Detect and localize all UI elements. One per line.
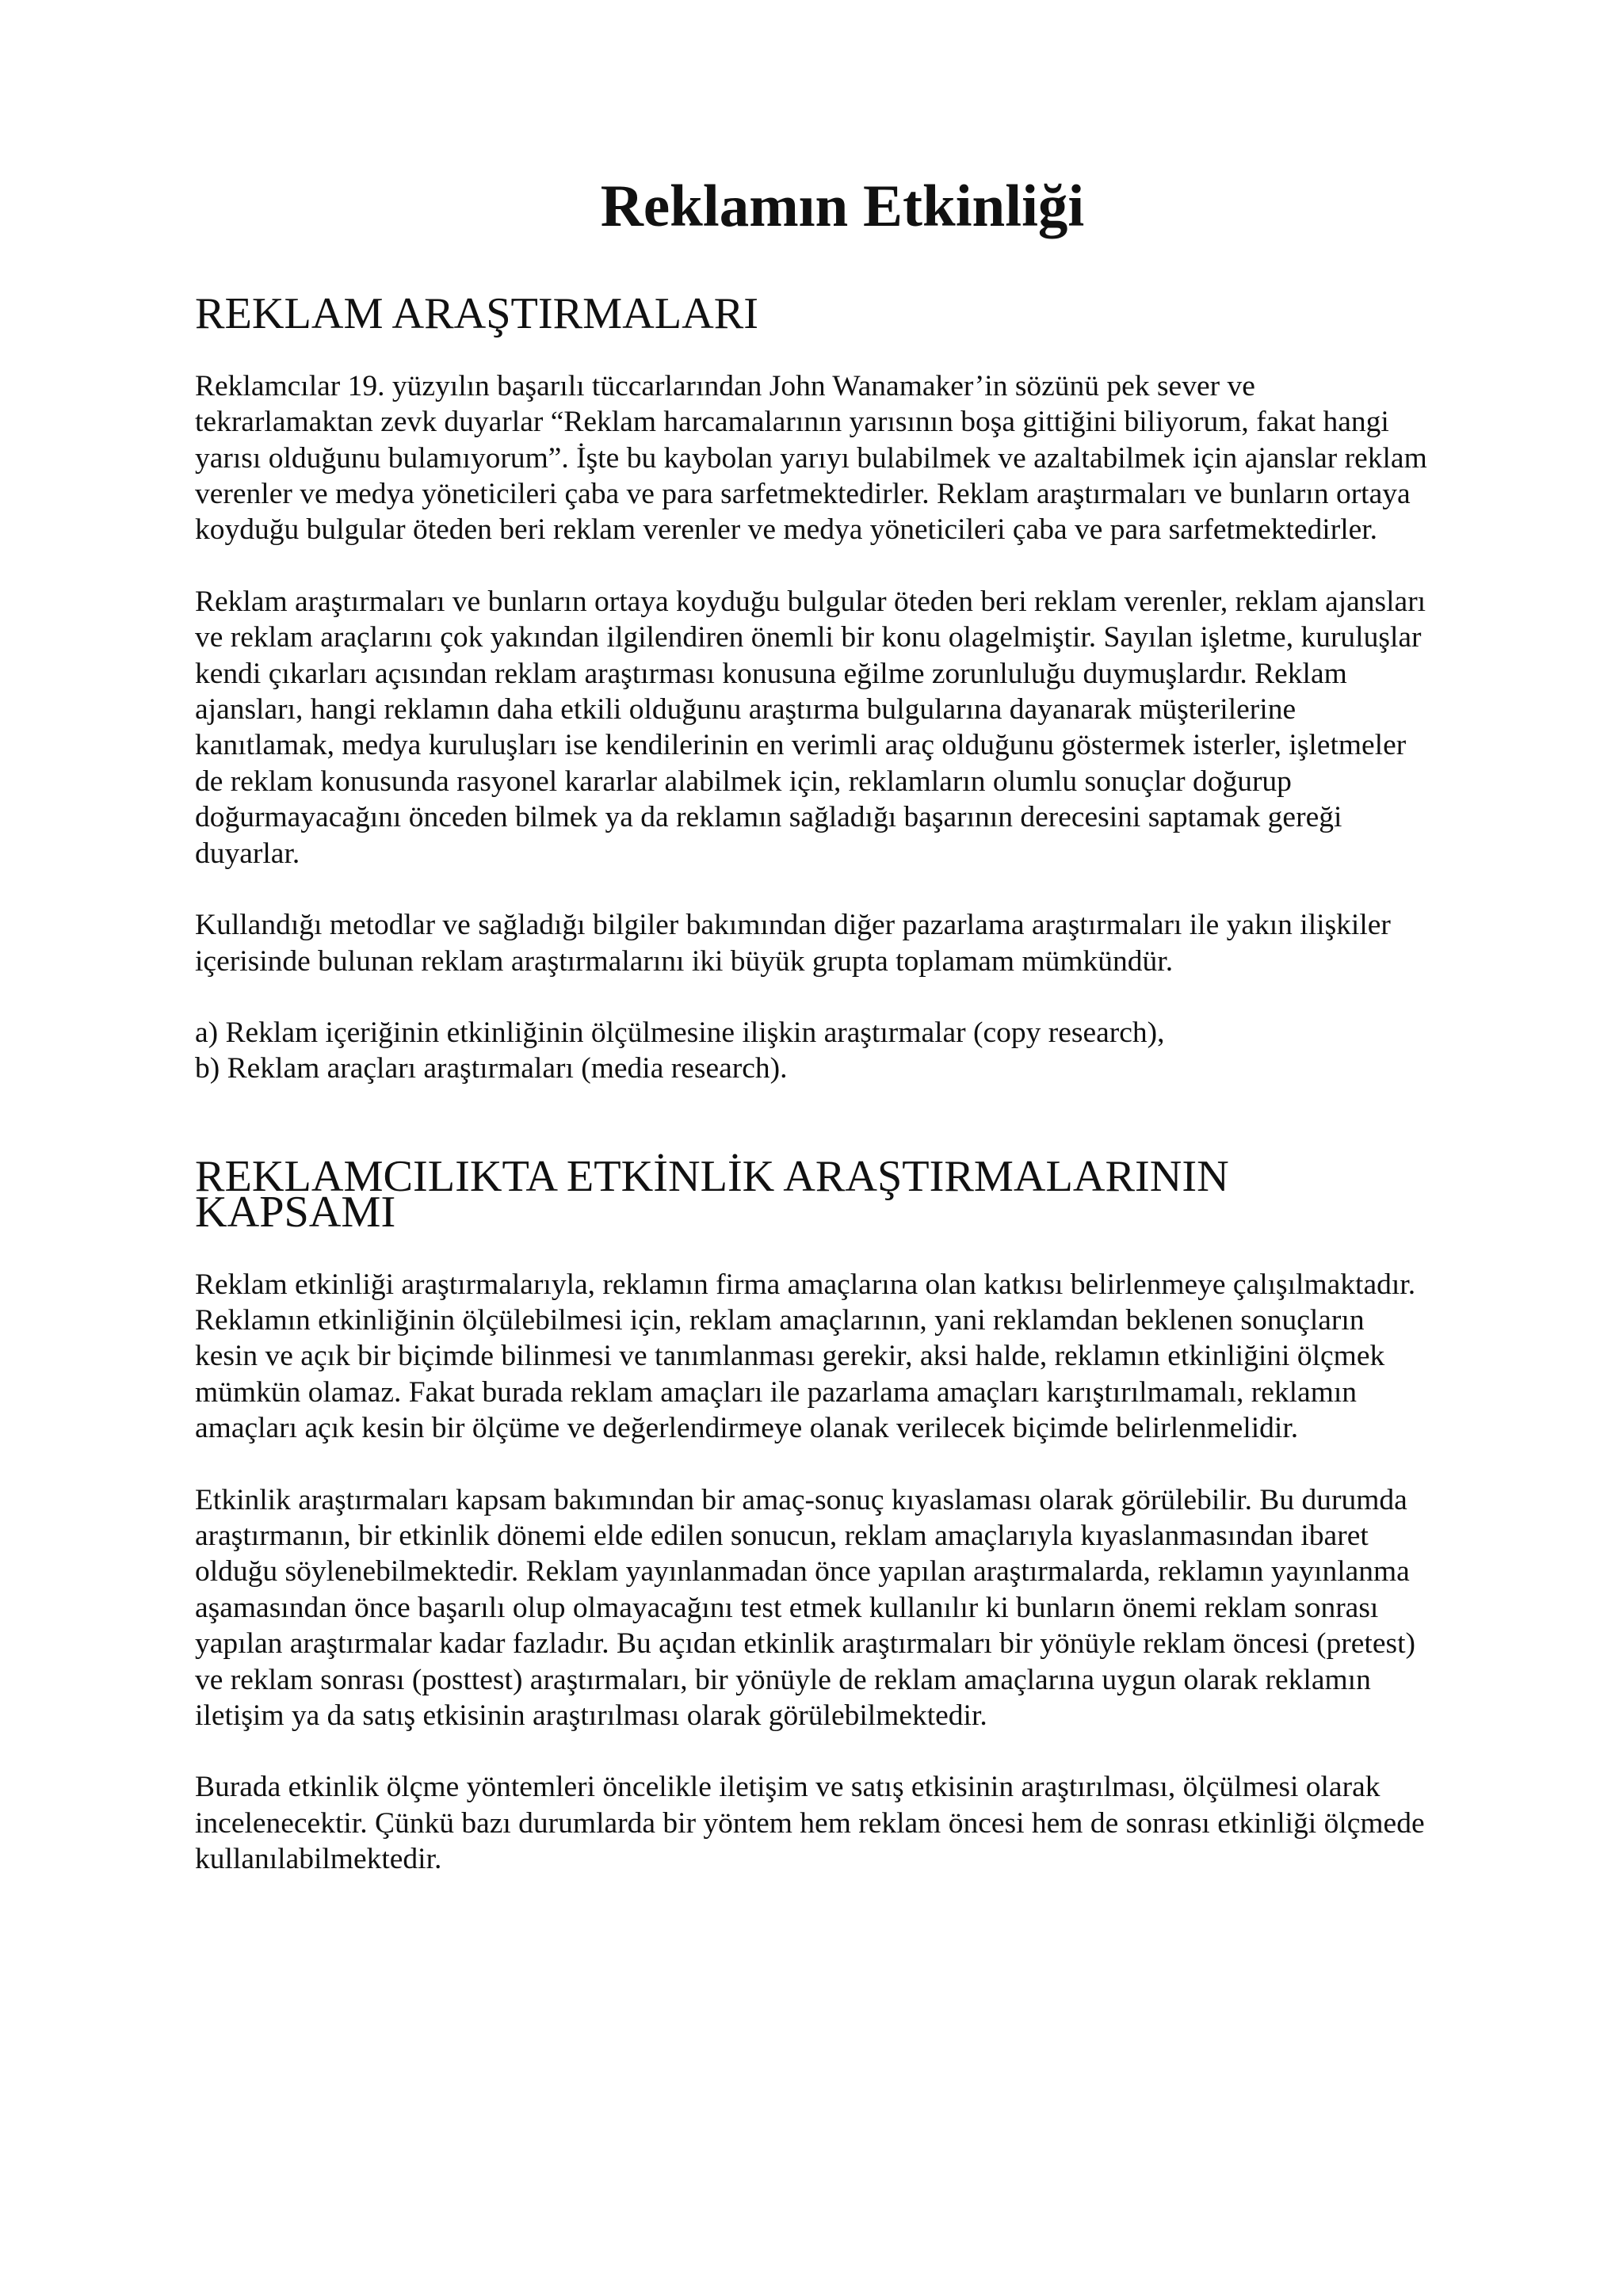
paragraph: Reklamcılar 19. yüzyılın başarılı tüccarlarından John Wanamaker’in sözünü pek sever ve tekrarlamaktan zevk duyarlar “Reklam harcamalarının yarısının boşa gittiğini biliyorum, fakat hangi yarısı olduğunu bulamıyorum”. İşte bu kaybolan yarıyı bulabilmek ve azaltabilmek için ajanslar reklam verenler ve medya yöneticileri çaba ve para sarfetmektedirler. Reklam araştırmaları ve bunların ortaya koyduğu bulgular öteden beri reklam verenler ve medya yöneticileri çaba ve para sarfetmektedirler. (195, 369, 1427, 547)
document-title: Reklamın Etkinliği (600, 174, 1085, 239)
list-item: a) Reklam içeriğinin etkinliğinin ölçülmesine ilişkin araştırmalar (copy research), (195, 1016, 1165, 1049)
paragraph: Burada etkinlik ölçme yöntemleri öncelikle iletişim ve satış etkisinin araştırılması, ölçülmesi olarak incelenecektir. Çünkü bazı durumlarda bir yöntem hem reklam öncesi hem de sonrası etkinliği ölçmede kullanılabilmektedir. (195, 1771, 1425, 1876)
paragraph: Etkinlik araştırmaları kapsam bakımından bir amaç-sonuç kıyaslaması olarak görülebilir. Bu durumda araştırmanın, bir etkinlik dönemi elde edilen sonucun, reklam amaçlarıyla kıyaslanmasından ibaret olduğu söylenebilmektedir. Reklam yayınlanmadan önce yapılan araştırmalarda, reklamın yayınlanma aşamasından önce başarılı olup olmayacağını test etmek kullanılır ki bunların önemi reklam sonrası yapılan araştırmalar kadar fazladır. Bu açıdan etkinlik araştırmaları bir yönüyle reklam öncesi (pretest) ve reklam sonrası (posttest) araştırmaları, bir yönüyle de reklam amaçlarına uygun olarak reklamın iletişim ya da satış etkisinin araştırılması olarak görülebilmektedir. (195, 1483, 1415, 1732)
list-item: b) Reklam araçları araştırmaları (media research). (195, 1052, 788, 1085)
section-heading-etkinlik-kapsami: REKLAMCILIKTA ETKİNLİK ARAŞTIRMALARININ KAPSAMI (195, 1151, 1229, 1238)
document-page (195, 174, 1431, 1878)
paragraph: Reklam araştırmaları ve bunların ortaya koyduğu bulgular öteden beri reklam verenler, reklam ajansları ve reklam araçlarını çok yakından ilgilendiren önemli bir konu olagelmiştir. Sayılan işletme, kuruluşlar kendi çıkarları açısından reklam araştırması konusuna eğilme zorunluluğu duymuşlardır. Reklam ajansları, hangi reklamın daha etkili olduğunu araştırma bulgularına dayanarak müşterilerine kanıtlamak, medya kuruluşları ise kendilerinin en verimli araç olduğunu göstermek isterler, işletmeler de reklam konusunda rasyonel kararlar alabilmek için, reklamların olumlu sonuçlar doğurup doğurmayacağını önceden bilmek ya da reklamın sağladığı başarının derecesini saptamak gereği duyarlar. (195, 585, 1426, 870)
section-heading-reklam-arastirmalari: REKLAM ARAŞTIRMALARI (195, 289, 758, 339)
paragraph: Reklam etkinliği araştırmalarıyla, reklamın firma amaçlarına olan katkısı belirlenmeye çalışılmaktadır. Reklamın etkinliğinin ölçülebilmesi için, reklam amaçlarının, yani reklamdan beklenen sonuçların kesin ve açık bir biçimde bilinmesi ve tanımlanması gerekir, aksi halde, reklamın etkinliğini ölçmek mümkün olamaz. Fakat burada reklam amaçları ile pazarlama amaçları karıştırılmamalı, reklamın amaçları açık kesin bir ölçüme ve değerlendirmeye olanak verilecek biçimde belirlenmelidir. (195, 1268, 1416, 1445)
paragraph: Kullandığı metodlar ve sağladığı bilgiler bakımından diğer pazarlama araştırmaları ile yakın ilişkiler içerisinde bulunan reklam araştırmalarını iki büyük grupta toplamam mümkündür. (195, 909, 1391, 978)
research-types-list (195, 1015, 1431, 1087)
